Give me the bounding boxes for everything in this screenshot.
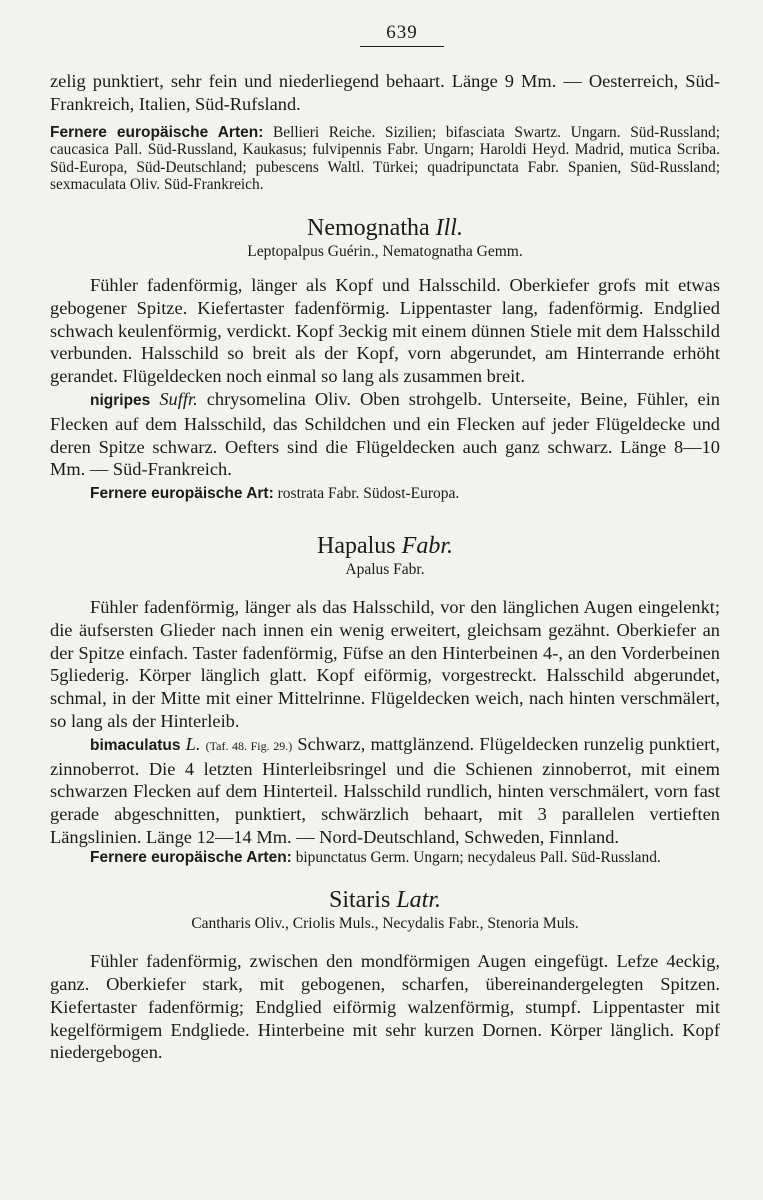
genus-synonyms: Leptopalpus Guérin., Nematognatha Gemm. [247,242,523,260]
genus-name: Hapalus [317,532,396,559]
genus-name: Nemognatha [307,214,430,241]
genus-author: Latr. [396,887,442,914]
species-paragraph [50,388,720,481]
genus-author: Ill. [435,214,463,241]
genus-heading-sitaris [50,886,720,914]
genus-name: Sitaris [328,887,391,914]
page-body [50,70,720,1064]
genus-heading-nemognatha [50,214,720,242]
genus-description: Fühler fadenförmig, länger als Kopf und Halsschild. Oberkiefer grofs mit etwas gebogener Spitze. Kiefertaster fadenförmig. Lippentaster lang, fadenförmig. Endglied schwach keulenförmig, verdickt. Kopf 3eckig mit einem dünnen Stiele mit dem Halsschild verbunden. Halsschild so breit als der Kopf, vorn abgerundet, am Hinterrande erhöht gerandet. Flügeldecken noch einmal so lang als zusammen breit. [50,274,720,387]
fernere-art-paragraph [50,481,720,506]
fernere-arten-text: Bellieri Reiche. Sizilien; bifasciata Swartz. Ungarn. Süd-Russland; caucasica Pall. Süd-Russland, Kaukasus; fulvipennis Fabr. Ungarn; Haroldi Heyd. Madrid, mutica Scriba. Süd-Europa, Süd-Deutschland; pubescens Waltl. Türkei; quadripunctata Fabr. Spanien, Süd-Russland; sexmaculata Oliv. Süd-Frankreich. [50,123,720,194]
fernere-arten-lead: Fernere europäische Arten: [50,123,264,141]
genus-author: Fabr. [401,532,453,559]
genus-description: Fühler fadenförmig, länger als das Halsschild, vor den länglichen Augen eingelenkt; die äufsersten Glieder nach innen ein wenig erweitert, gleichsam gezähnt. Oberkiefer an der Spitze einfach. Taster fadenförmig, Füfse an den Hinterbeinen 4-, an den Vorderbeinen 5gliederig. Körper länglich glatt. Kopf eiförmig, vorgestreckt. Halsschild abgerundet, schmal, in der Mitte mit einer Mittelrinne. Flügeldecken weich, nach hinten verschmälert, so lang als der Hinterleib. [50,596,720,731]
plate-reference: (Taf. 48. Fig. 29.) [205,738,293,753]
species-name: nigripes [90,391,151,409]
species-author: L. [185,733,201,754]
fernere-arten-paragraph [50,849,720,867]
species-author: Suffr. [159,388,198,409]
species-text: chrysomelina Oliv. Oben strohgelb. Unterseite, Beine, Fühler, ein Flecken auf dem Halsschild, das Schildchen und ein Flecken auf jeder Flügeldecke und deren Spitze schwarz. Oefters sind die Flügeldecken auch ganz schwarz. Länge 8—10 Mm. — Süd-Frankreich. [50,388,720,480]
fernere-art-lead: Fernere europäische Art: [90,485,274,503]
fernere-arten-lead: Fernere europäische Arten: [90,848,292,866]
genus-synonyms: Cantharis Oliv., Criolis Muls., Necydalis Fabr., Stenoria Muls. [191,915,579,933]
species-name: bimaculatus [90,736,181,754]
genus-heading-hapalus [50,532,720,560]
fernere-arten-paragraph-1 [50,124,720,194]
fernere-art-text: rostrata Fabr. Südost-Europa. [273,485,460,503]
intro-paragraph: zelig punktiert, sehr fein und niederliegend behaart. Länge 9 Mm. — Oesterreich, Süd-Frankreich, Italien, Süd-Rufsland. [50,71,720,114]
fernere-arten-text: bipunctatus Germ. Ungarn; necydaleus Pall. Süd-Russland. [291,848,661,866]
genus-description: Fühler fadenförmig, zwischen den mondförmigen Augen eingefügt. Lefze 4eckig, ganz. Oberkiefer stark, mit gebogenen, scharfen, übereinandergelegten Spitzen. Kiefertaster fadenförmig; Endglied eiförmig walzenförmig, stumpf. Lippentaster mit kegelförmigem Endgliede. Hinterbeine mit sehr kurzen Dornen. Körper länglich. Kopf niedergebogen. [50,951,720,1063]
species-text: Schwarz, mattglänzend. Flügeldecken runzelig punktiert, zinnoberrot. Die 4 letzten Hinterleibsringel und die Schienen zinnoberrot, mit einem schwarzen Flecken auf dem Hinterteil. Halsschild rundlich, hinten verschmälert, vorn fast gerade abgeschnitten, punktiert, schwärzlich behaart, mit 3 parallelen vertieften Längslinien. Länge 12—14 Mm. — Nord-Deutschland, Schweden, Finnland. [50,733,720,847]
genus-synonyms: Apalus Fabr. [345,560,425,578]
page-number: 639 [360,22,444,47]
species-paragraph [50,733,720,849]
